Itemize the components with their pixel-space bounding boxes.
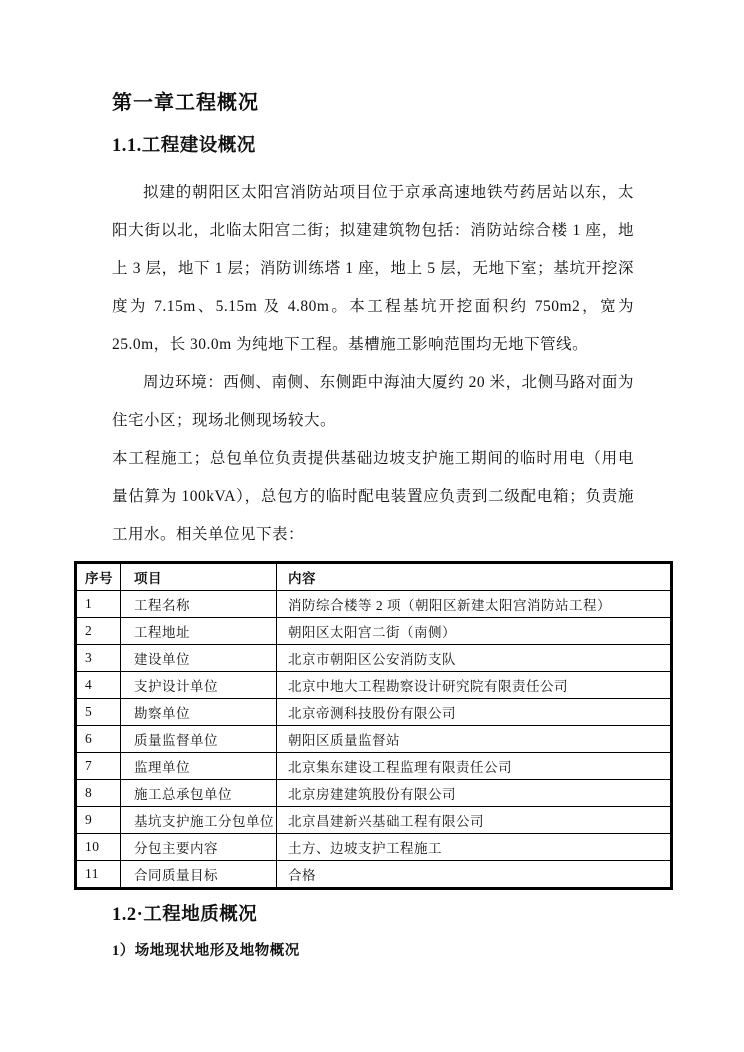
cell-item: 支护设计单位 xyxy=(121,672,277,699)
cell-no: 1 xyxy=(76,591,121,618)
cell-content: 土方、边坡支护工程施工 xyxy=(277,834,672,861)
header-cell-no: 序号 xyxy=(76,563,121,591)
table-row xyxy=(76,645,672,672)
cell-no: 6 xyxy=(76,726,121,753)
cell-content: 消防综合楼等 2 项（朝阳区新建太阳宫消防站工程） xyxy=(277,591,672,618)
cell-content: 朝阳区质量监督站 xyxy=(277,726,672,753)
chapter-title: 第一章工程概况 xyxy=(112,92,259,114)
subsection-1-heading: 1）场地现状地形及地物概况 xyxy=(112,943,300,959)
cell-item: 监理单位 xyxy=(121,753,277,780)
section-1-2-title: 1.2·工程地质概况 xyxy=(112,905,258,925)
table-row xyxy=(76,834,672,861)
cell-item: 工程名称 xyxy=(121,591,277,618)
paragraph-project-overview: 拟建的朝阳区太阳宫消防站项目位于京承高速地铁芍药居站以东，太阳大街以北，北临太阳宫二街；拟建建筑物包括：消防站综合楼 1 座，地上 3 层，地下 1 层；消防训练塔 1 座，地上 5 层，无地下室；基坑开挖深度为 7.15m、5.15m 及 4.80m。本工程基坑开挖面积约 750m2，宽为 25.0m，长 30.0m 为纯地下工程。基槽施工影响范围均无地下管线。 xyxy=(112,184,634,353)
cell-content: 北京昌建新兴基础工程有限公司 xyxy=(277,807,672,834)
table-row xyxy=(76,861,672,889)
section-1-1-title: 1.1.工程建设概况 xyxy=(112,136,256,156)
cell-content: 北京中地大工程勘察设计研究院有限责任公司 xyxy=(277,672,672,699)
paragraph-surroundings: 周边环境：西侧、南侧、东侧距中海油大厦约 20 米，北侧马路对面为住宅小区；现场北侧现场较大。 xyxy=(112,374,634,429)
cell-content: 北京房建建筑股份有限公司 xyxy=(277,780,672,807)
cell-item: 质量监督单位 xyxy=(121,726,277,753)
table-row xyxy=(76,591,672,618)
table-row xyxy=(76,753,672,780)
header-cell-content: 内容 xyxy=(277,563,672,591)
table-row xyxy=(76,780,672,807)
cell-no: 11 xyxy=(76,861,121,889)
header-cell-item: 项目 xyxy=(121,563,277,591)
cell-item: 建设单位 xyxy=(121,645,277,672)
cell-item: 工程地址 xyxy=(121,618,277,645)
cell-no: 4 xyxy=(76,672,121,699)
cell-content: 北京市朝阳区公安消防支队 xyxy=(277,645,672,672)
cell-no: 5 xyxy=(76,699,121,726)
table-row xyxy=(76,618,672,645)
cell-item: 合同质量目标 xyxy=(121,861,277,889)
cell-item: 基坑支护施工分包单位 xyxy=(121,807,277,834)
paragraph-construction-power: 本工程施工；总包单位负责提供基础边坡支护施工期间的临时用电（用电量估算为 100kVA），总包方的临时配电装置应负责到二级配电箱；负责施工用水。相关单位见下表： xyxy=(112,450,634,543)
cell-content: 北京集东建设工程监理有限责任公司 xyxy=(277,753,672,780)
cell-content: 合格 xyxy=(277,861,672,889)
table-row xyxy=(76,672,672,699)
cell-no: 7 xyxy=(76,753,121,780)
cell-no: 10 xyxy=(76,834,121,861)
cell-content: 北京帝测科技股份有限公司 xyxy=(277,699,672,726)
table-header-row xyxy=(76,563,672,591)
cell-no: 9 xyxy=(76,807,121,834)
table-row xyxy=(76,699,672,726)
cell-no: 3 xyxy=(76,645,121,672)
cell-item: 分包主要内容 xyxy=(121,834,277,861)
related-units-table xyxy=(74,561,673,890)
table-row xyxy=(76,807,672,834)
cell-no: 2 xyxy=(76,618,121,645)
cell-item: 勘察单位 xyxy=(121,699,277,726)
cell-no: 8 xyxy=(76,780,121,807)
table-row xyxy=(76,726,672,753)
cell-item: 施工总承包单位 xyxy=(121,780,277,807)
cell-content: 朝阳区太阳宫二街（南侧） xyxy=(277,618,672,645)
